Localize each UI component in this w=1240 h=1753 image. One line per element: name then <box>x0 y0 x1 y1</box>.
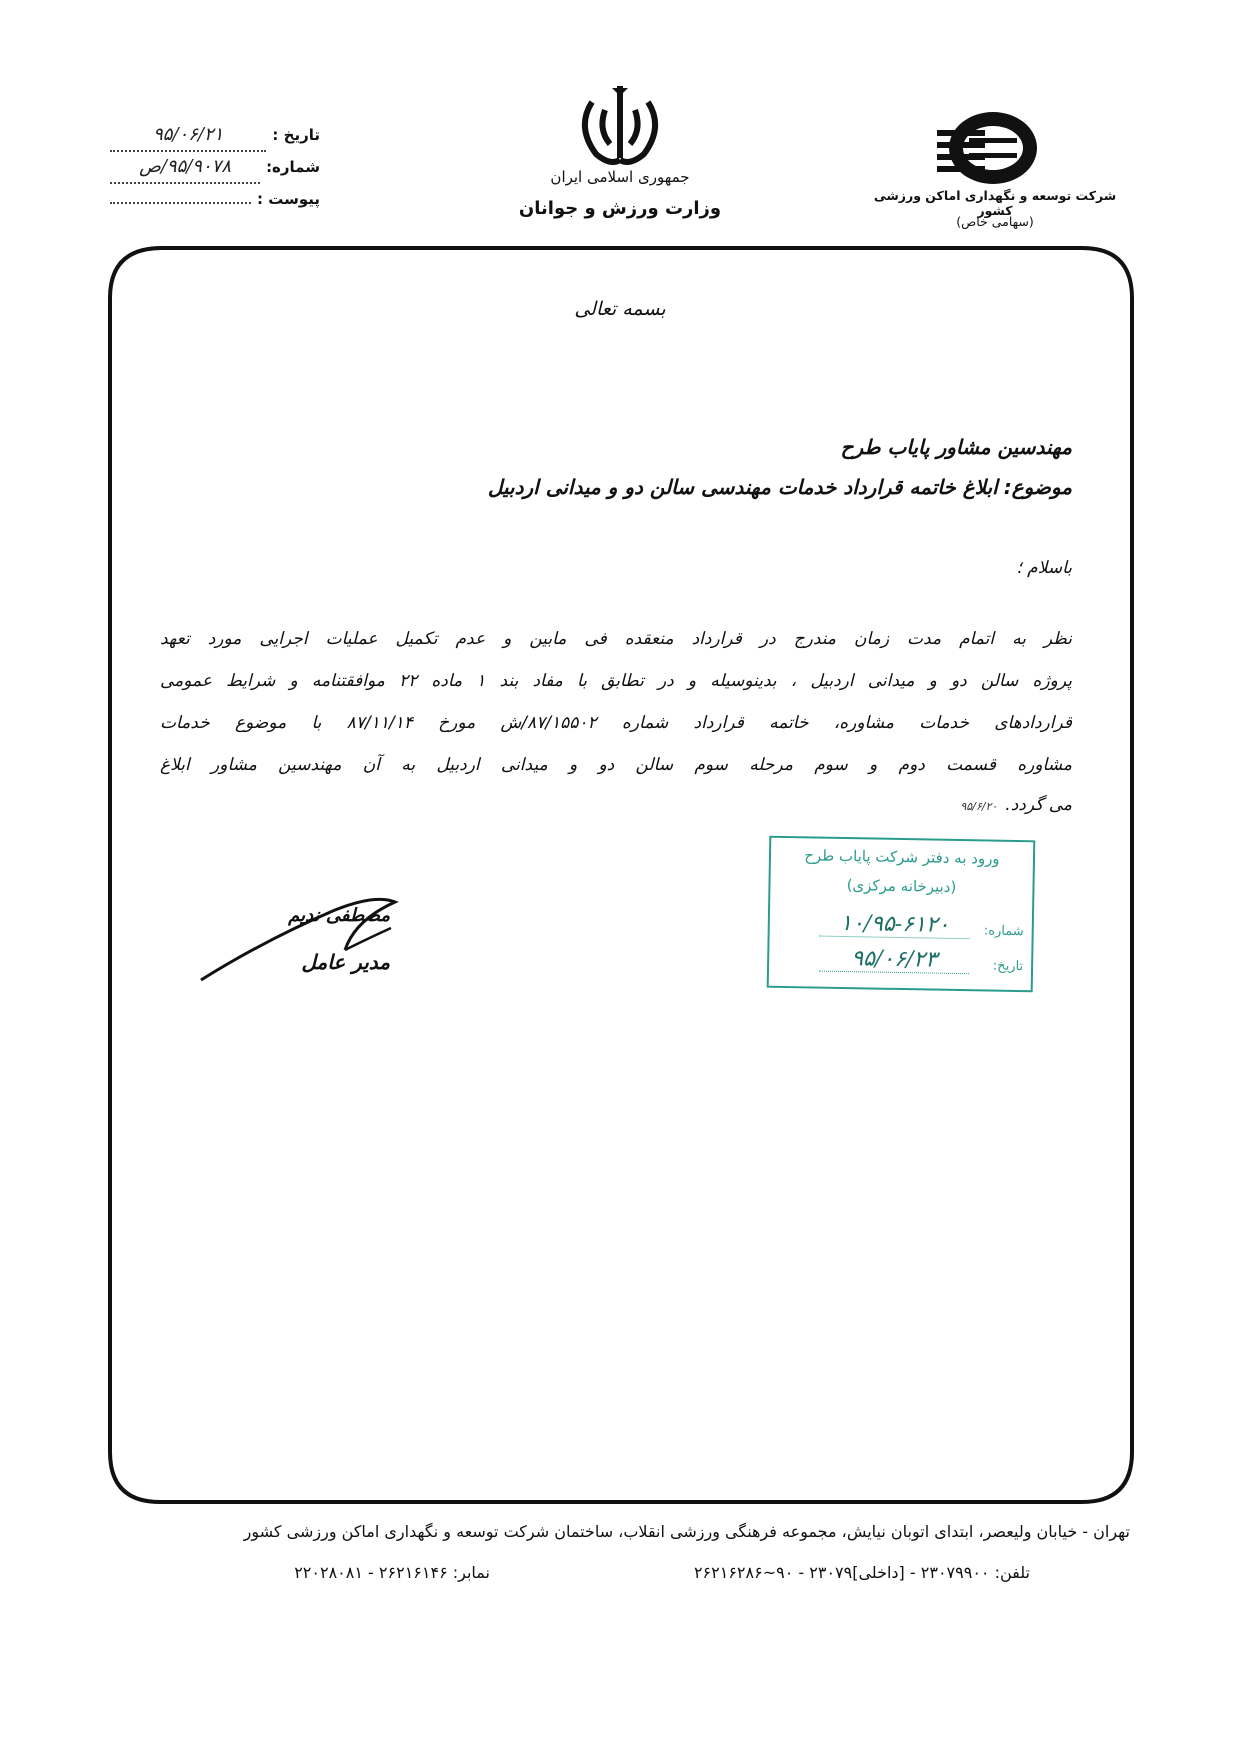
recipient: مهندسین مشاور پایاب طرح <box>840 435 1072 459</box>
closing-note: ۹۵/۶/۲۰ <box>960 800 998 813</box>
company-logo-icon <box>935 108 1045 193</box>
date-label: تاریخ : <box>272 126 320 144</box>
received-stamp <box>767 836 1036 993</box>
closing-text: می گردد. <box>1005 795 1072 815</box>
body-closing-line <box>160 786 1072 826</box>
company-name: شرکت توسعه و نگهداری اماکن ورزشی کشور <box>873 188 1117 218</box>
stamp-line-1: ورود به دفتر شرکت پایاب طرح <box>804 846 1000 868</box>
basmala: بسمه تعالی <box>574 298 666 320</box>
subject-text: ابلاغ خاتمه قرارداد خدمات مهندسی سالن دو و میدانی اردبیل <box>487 475 998 499</box>
body-line: پروژه سالن دو و میدانی اردبیل ، بدینوسیله و در تطابق با مفاد بند ۱ ماده ۲۲ موافقتنامه و شرایط عمومی <box>160 671 1072 691</box>
body-line: مشاوره قسمت دوم و سوم مرحله سوم سالن دو و میدانی اردبیل به آن مهندسین مشاور ابلاغ <box>160 755 1072 775</box>
stamp-number-label: شماره: <box>983 923 1024 940</box>
number-value: ۹۵/۹۰۷۸/ص <box>110 152 260 184</box>
attachment-row <box>110 184 320 214</box>
number-label: شماره: <box>266 158 320 176</box>
date-row <box>110 120 320 152</box>
letter-meta <box>110 120 320 214</box>
number-row <box>110 152 320 184</box>
republic-title: جمهوری اسلامی ایران <box>550 168 690 186</box>
subject-line <box>300 475 1072 499</box>
stamp-date-label: تاریخ: <box>992 958 1024 975</box>
stamp-date-value: ۹۵/۰۶/۲۳ <box>819 946 969 975</box>
greeting: باسلام ؛ <box>1016 558 1072 578</box>
company-type: (سهامی خاص) <box>956 214 1034 229</box>
footer-fax: نمابر: ۲۶۲۱۶۱۴۶ - ۲۲۰۲۸۰۸۱ <box>294 1563 490 1582</box>
iran-emblem-icon <box>570 82 670 172</box>
date-value: ۹۵/۰۶/۲۱ <box>110 120 266 152</box>
footer-address: تهران - خیابان ولیعصر، ابتدای اتوبان نیایش، مجموعه فرهنگی ورزشی انقلاب، ساختمان شرکت توسعه و نگهداری اماکن ورزشی کشور <box>243 1522 1130 1541</box>
subject-label: موضوع: <box>1003 475 1072 499</box>
stamp-number-value: ۱۰/۹۵-۶۱۲۰ <box>820 911 970 940</box>
body-line: نظر به اتمام مدت زمان مندرج در قرارداد منعقده فی مابین و عدم تکمیل عملیات اجرایی مورد تعهد <box>160 629 1072 649</box>
signatory-title: مدیر عامل <box>301 950 390 974</box>
attachment-label: پیوست : <box>256 190 320 208</box>
body-line: قراردادهای خدمات مشاوره، خاتمه قرارداد شماره ۸۷/۱۵۵۰۲/ش مورخ ۸۷/۱۱/۱۴ با موضوع خدمات <box>160 713 1072 733</box>
stamp-line-2: (دبیرخانه مرکزی) <box>846 876 957 896</box>
signatory-name: مصطفی ندیم <box>288 905 390 926</box>
ministry-title: وزارت ورزش و جوانان <box>518 198 722 219</box>
letter-body <box>160 618 1072 826</box>
footer-phones: تلفن: ۲۳۰۷۹۹۰۰ - [داخلی]۲۳۰۷۹ - ۹۰~۲۶۲۱۶۲۸۶ <box>693 1563 1030 1582</box>
attachment-blank <box>110 186 251 204</box>
